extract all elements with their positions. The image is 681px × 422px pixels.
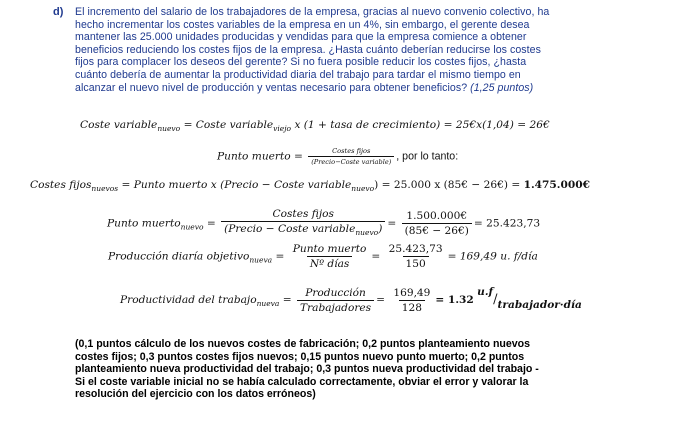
eq1-rest: x (1 + tasa de crecimiento) = 25€x(1,04) = 26€ (294, 119, 550, 131)
eq4-lhs: Punto muerto (107, 217, 181, 230)
eq6-fraction-2 (390, 287, 433, 314)
equation-new-fixed-costs (30, 179, 590, 193)
eq4-result: = 25.423,73 (473, 217, 541, 230)
eq6-lhs: Productividad del trabajo (120, 294, 257, 306)
question-line: El incremento del salario de los trabajadores de la empresa, gracias al nuevo convenio colectivo, ha (75, 6, 550, 18)
eq5-lhs-sub: nueva (249, 255, 273, 265)
grading-criteria (75, 338, 663, 401)
eq2-fraction (308, 147, 394, 166)
eq5-denominator-2: 150 (403, 256, 429, 270)
question-line-last (75, 82, 655, 95)
eq2-numerator: Costes fijos (332, 147, 371, 155)
eq6-fraction-1 (297, 287, 374, 314)
eq6-numerator-1: Producción (305, 286, 366, 299)
eq4-numerator-2: 1.500.000€ (406, 210, 468, 222)
question-points: (1,25 puntos) (470, 81, 534, 94)
eq1-lhs: Coste variable (80, 119, 158, 131)
grading-line: costes fijos; 0,3 puntos costes fijos nuevos; 0,15 puntos nuevo punto muerto; 0,2 puntos (75, 350, 525, 363)
grading-line: planteamiento nueva productividad del trabajo; 0,3 puntos nueva productividad del trabajo - (75, 363, 539, 375)
eq6-result: = 1.32 (435, 294, 474, 306)
question-line-text: alcanzar el nuevo nivel de producción y ventas necesario para obtener beneficios? (75, 81, 468, 94)
equation-variable-cost (80, 119, 550, 133)
eq6-numerator-2: 169,49 (393, 286, 431, 299)
eq3-rest: ) = 25.000 x (85€ − 26€) = (374, 179, 521, 191)
eq4-fraction-1 (221, 208, 385, 239)
eq3-lhs-sub: nuevos (91, 184, 119, 193)
eq2-tail: , por lo tanto: (396, 150, 459, 163)
question-line: mantener las 25.000 unidades producidas y vendidas para que la empresa comience a obtener (75, 31, 527, 44)
eq3-result: 1.475.000€ (523, 179, 590, 191)
equation-new-break-even: Punto muerto$_{nuevo}$ = $\frac{\text{Costes fijos}}{(Precio - Coste variable_{nuevo})}$ = $\frac{1.500.000€}{(85€ - 26€)}$ = 25.423,73 (107, 208, 541, 237)
question-line: fijos para complacer los deseos del gerente? Si no fuera posible reducir los costes fijos, ¿hasta (75, 56, 527, 69)
equation-break-even-definition (217, 147, 458, 166)
eq1-mid-sub: viejo (273, 124, 292, 133)
eq5-lhs: Producción diaría objetivo (108, 250, 250, 263)
grading-line: (0,1 puntos cálculo de los nuevos costes de fabricación; 0,2 puntos planteamiento nuevos (75, 338, 531, 350)
grading-line: resolución del ejercicio con los datos erróneos) (75, 388, 316, 400)
eq5-fraction-1 (290, 243, 370, 270)
equation-labour-productivity: Productividad del trabajo$_{nueva}$ = $\frac{\text{Producción}}{\text{Trabajadores}}$ = $\frac{169,49}{128}$ = 1.32 u.f/trabajador·día (120, 286, 582, 314)
eq4-denominator-1 (221, 221, 385, 239)
eq6-unit-sup: u.f (477, 286, 494, 298)
question-line: cuánto debería de aumentar la productividad diaria del trabajo para tardar el mismo tiempo en (75, 68, 521, 81)
eq5-denominator-1: Nº días (307, 256, 353, 270)
eq5-numerator-1: Punto muerto (292, 243, 367, 255)
equation-daily-production-target: Producción diaría objetivo$_{nueva}$ = $\frac{\text{Punto muerto}}{\text{Nº días}}$ = $\frac{25.423,73}{150}$ = 169,49 u. f/día (108, 243, 538, 270)
eq6-denominator-2: 128 (399, 300, 425, 314)
eq5-numerator-2: 25.423,73 (388, 243, 443, 255)
eq2-lhs: Punto muerto = (217, 150, 303, 163)
eq4-den1-text: (Precio − Coste variable (224, 223, 356, 235)
eq4-numerator-1: Costes fijos (272, 208, 334, 220)
eq6-denominator-1: Trabajadores (297, 300, 374, 314)
eq4-lhs-sub: nuevo (180, 222, 204, 232)
eq6-unit-sub: trabajador·día (497, 299, 582, 311)
eq4-den1-sub: nuevo (355, 228, 379, 237)
eq3-mid: = Punto muerto x (Precio − Coste variable (121, 179, 352, 191)
eq6-lhs-sub: nueva (256, 299, 280, 308)
grading-line: Si el coste variable inicial no se había calculado correctamente, obviar el error y valorar la (75, 375, 529, 388)
eq4-den1-close: ) (378, 223, 383, 235)
eq6-unit-slash: / (493, 292, 498, 307)
eq1-mid: = Coste variable (183, 119, 274, 131)
eq3-lhs: Costes fijos (30, 179, 92, 191)
eq5-result: = 169,49 u. f/día (447, 250, 538, 263)
eq4-fraction-2 (402, 210, 472, 237)
eq4-denominator-2: (85€ − 26€) (402, 223, 472, 237)
question-line: beneficios reduciendo los costes fijos de la empresa. ¿Hasta cuánto deberían reducirse los costes (75, 43, 541, 56)
question-statement (75, 6, 655, 94)
eq2-denominator: (Precio−Coste variable) (308, 156, 394, 166)
question-label: d) (53, 6, 64, 18)
eq5-fraction-2 (386, 243, 446, 270)
eq1-lhs-sub: nuevo (157, 124, 181, 133)
question-line: hecho incrementar los costes variables de la empresa en un 4%, sin embargo, el gerente desea (75, 18, 530, 31)
eq3-mid-sub: nuevo (351, 184, 375, 193)
